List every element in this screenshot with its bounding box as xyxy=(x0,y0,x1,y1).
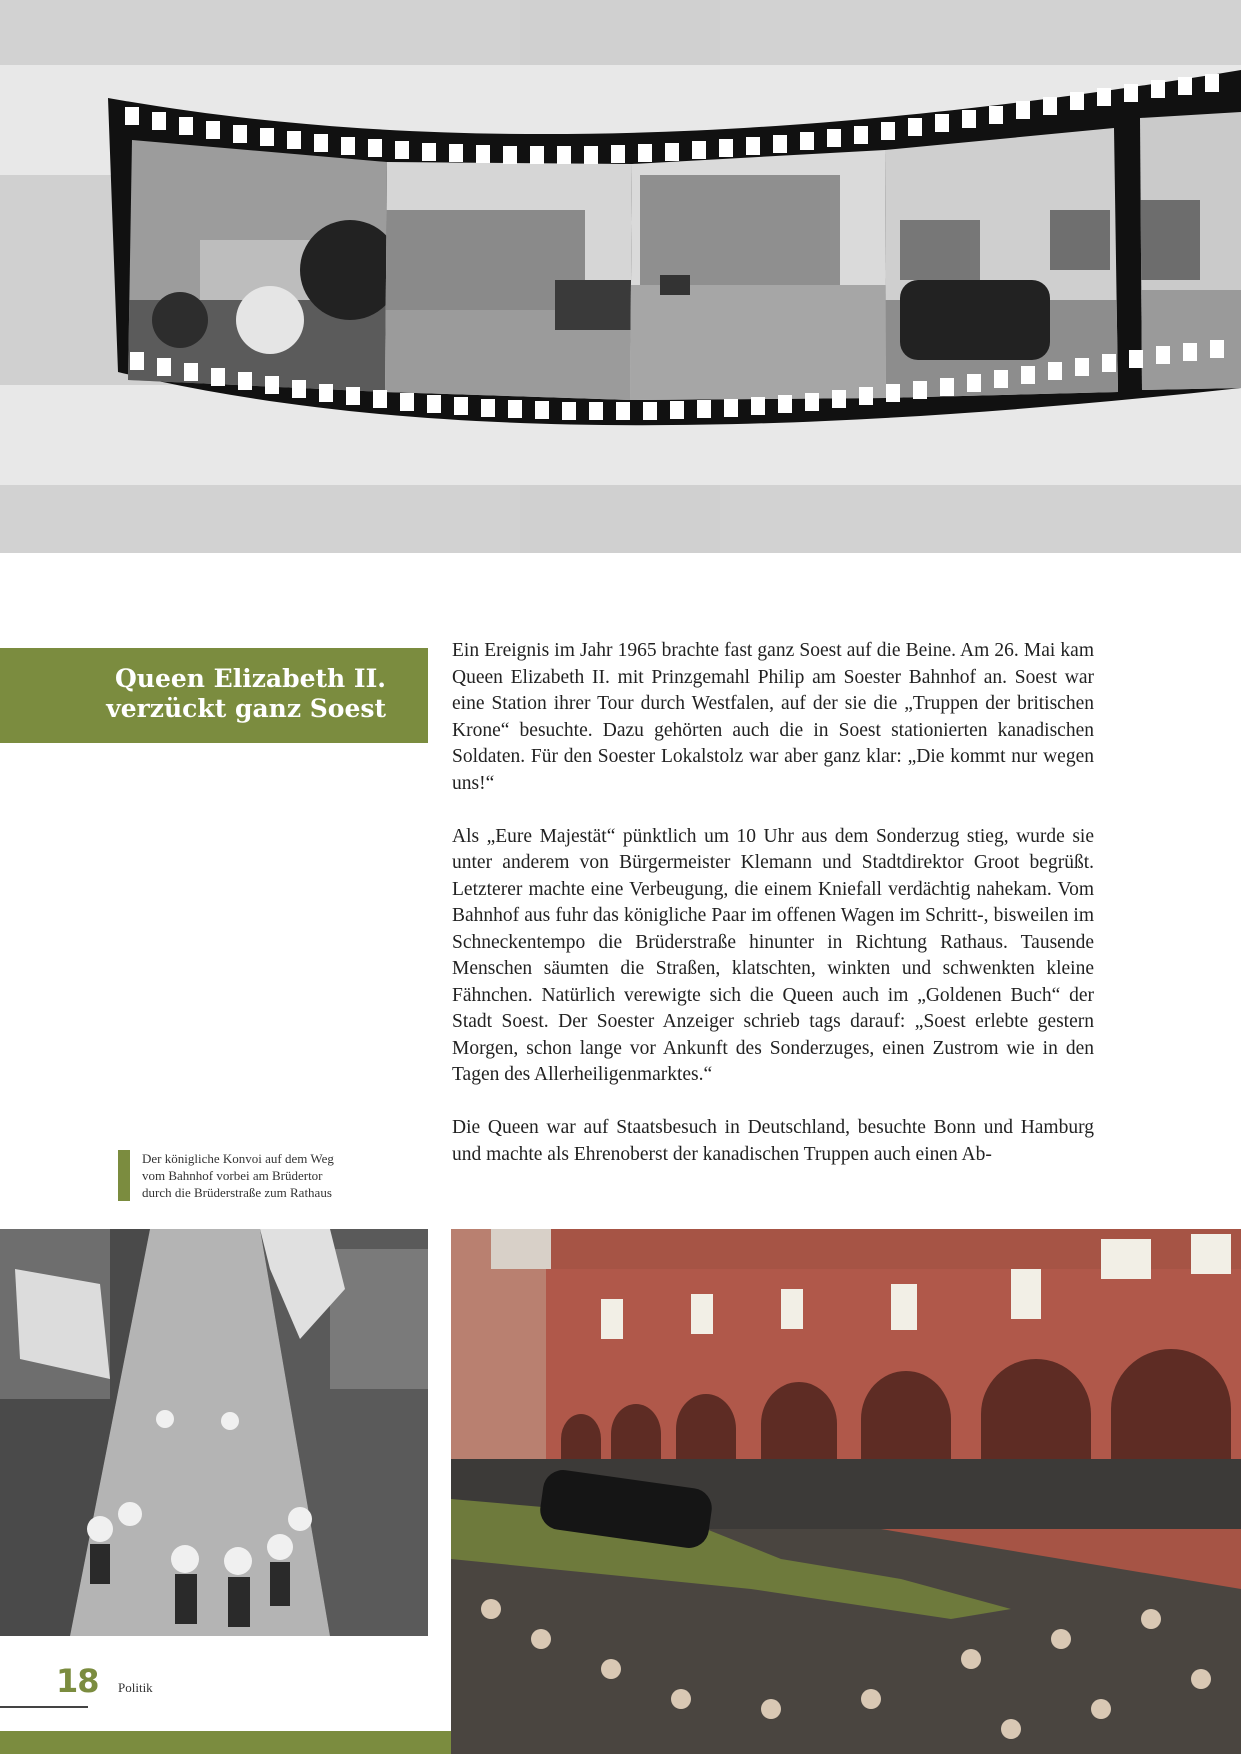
paragraph-3: Die Queen war auf Staatsbesuch in Deutschland, besuchte Bonn und Hamburg und machte als Ehrenoberst der kanadischen Truppen auch einen Ab- xyxy=(452,1117,1094,1165)
article-title xyxy=(106,664,386,724)
union-jack-film-strip-image xyxy=(0,0,1241,553)
town-hall-crowd-image xyxy=(451,1229,1241,1754)
caption-line-3: durch die Brüderstraße zum Rathaus xyxy=(142,1185,332,1200)
paragraph-1: Ein Ereignis im Jahr 1965 brachte fast ganz Soest auf die Beine. Am 26. Mai kam Queen Elizabeth II. mit Prinzgemahl Philip am Soester Bahnhof an. Soest war eine Station ihrer Tour durch Westfalen, auf der sie die „Truppen der britischen Krone“ besuchte. Dazu gehörten auch die in Soest stationierten kanadischen Soldaten. Für den Soester Lokalstolz war aber ganz klar: „Die kommt nur wegen uns!“ xyxy=(452,640,1094,794)
article-body xyxy=(452,638,1094,1195)
photo-caption xyxy=(118,1150,402,1201)
town-hall-photo xyxy=(451,1229,1241,1754)
section-label: Politik xyxy=(118,1680,153,1695)
title-line-1: Queen Elizabeth II. xyxy=(115,664,386,693)
motorcycle-convoy-image xyxy=(0,1229,428,1636)
paragraph-2: Als „Eure Majestät“ pünktlich um 10 Uhr aus dem Sonderzug stieg, wurde sie unter anderem von Bürgermeister Klemann und Stadtdirektor Groot begrüßt. Letzterer machte eine Verbeugung, die einem Kniefall verdächtig nahekam. Vom Bahnhof aus fuhr das königliche Paar im offenen Wagen im Schritt-, bisweilen im Schneckentempo die Brüderstraße hinunter in Richtung Rathaus. Tausende Menschen säumten die Straßen, klatschten, winkten und schwenkten kleine Fähnchen. Natürlich verewigte sich die Queen auch im „Goldenen Buch“ der Stadt Soest. Der Soester Anzeiger schrieb tags darauf: „Soest erlebte gestern Morgen, schon lange vor Ankunft des Sonderzuges, einen Zustrom wie in den Tagen des Allerheiligenmarktes.“ xyxy=(452,825,1094,1085)
convoy-photo xyxy=(0,1229,428,1636)
page-number-rule xyxy=(0,1706,88,1708)
page-number: 18 xyxy=(56,1662,99,1700)
caption-line-2: vom Bahnhof vorbei am Brüdertor xyxy=(142,1168,323,1183)
bottom-accent-bar xyxy=(0,1731,451,1754)
hero-banner xyxy=(0,0,1241,553)
title-line-2: verzückt ganz Soest xyxy=(106,694,386,723)
caption-line-1: Der königliche Konvoi auf dem Weg xyxy=(142,1151,334,1166)
article-title-box xyxy=(0,648,428,743)
